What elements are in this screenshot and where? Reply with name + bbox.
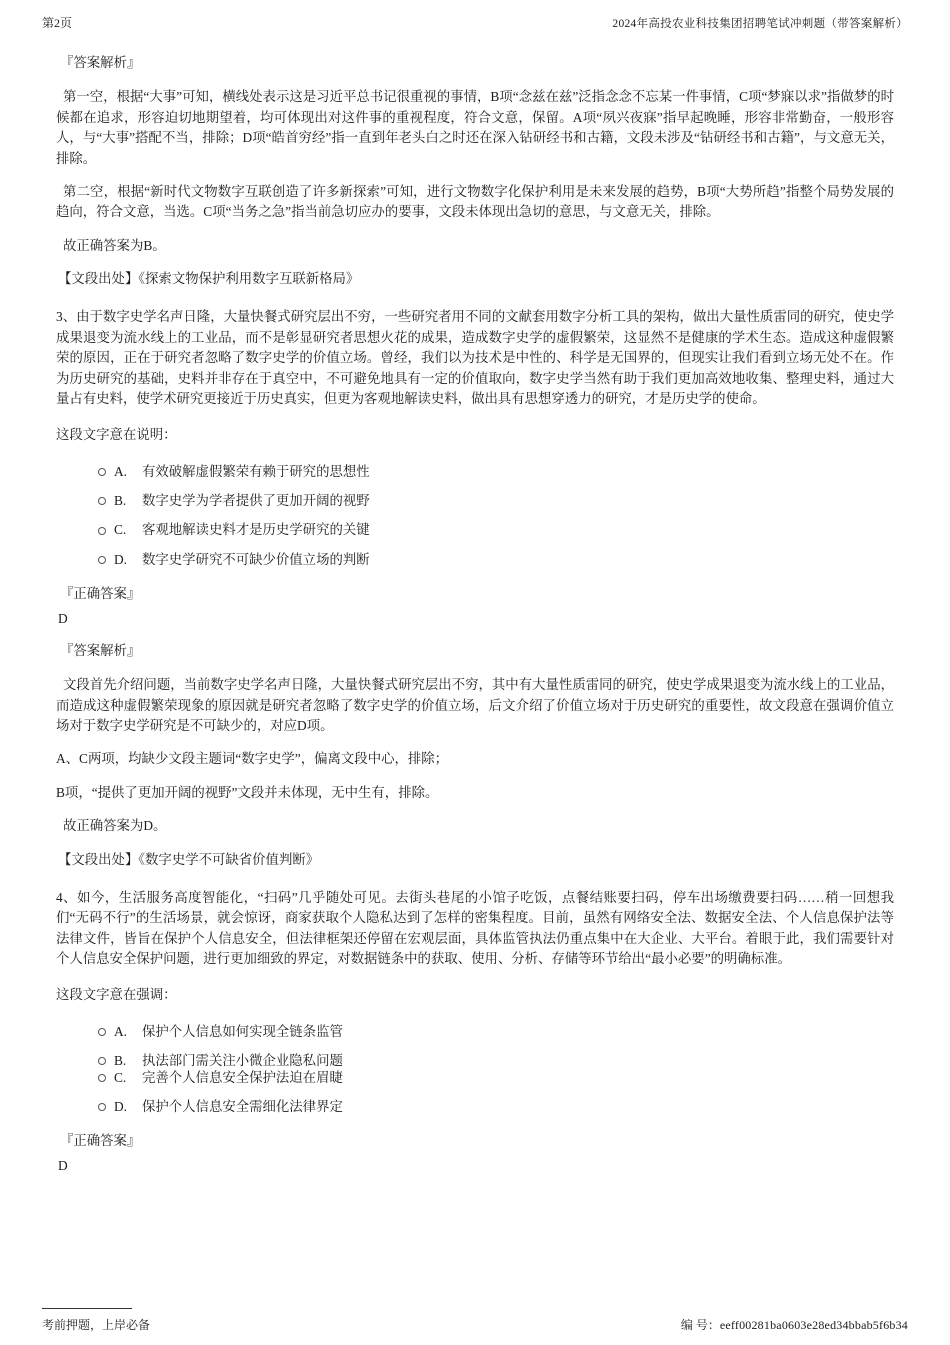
q3-option-a [98, 462, 894, 482]
q4-prompt: 这段文字意在强调： [56, 987, 177, 1003]
q4-option-a [98, 1022, 894, 1042]
q4-options [98, 1022, 894, 1118]
option-text: 保护个人信息安全需细化法律界定 [142, 1098, 343, 1114]
footer-slogan: 考前押题，上岸必备 [42, 1318, 151, 1332]
q2-analysis-heading: 『答案解析』 [60, 55, 141, 70]
q4-answer: D [58, 1157, 68, 1173]
footer-serial [681, 1316, 908, 1333]
footer-serial-code: eeff00281ba0603e28ed34bbab5f6b34 [719, 1318, 908, 1332]
q2-conclusion: 故正确答案为B。 [63, 237, 166, 253]
q3-option-b [98, 491, 894, 511]
option-letter: D. [114, 551, 128, 567]
q3-source: 【文段出处】《数字史学不可缺省价值判断》 [58, 851, 320, 867]
q2-source: 【文段出处】《探索文物保护利用数字互联新格局》 [58, 271, 360, 286]
radio-icon[interactable] [98, 1057, 106, 1065]
option-text: 客观地解读史料才是历史学研究的关键 [142, 522, 370, 538]
footer-serial-label: 编 号： [680, 1318, 720, 1332]
radio-icon[interactable] [98, 1028, 106, 1036]
q4-answer-label: 『正确答案』 [60, 1133, 141, 1149]
option-letter: D. [114, 1098, 128, 1114]
radio-icon[interactable] [98, 527, 106, 535]
q3-answer-label: 『正确答案』 [60, 586, 141, 602]
option-letter: B. [114, 493, 127, 508]
page-footer [0, 1308, 950, 1345]
option-text: 执法部门需关注小微企业隐私问题 [142, 1053, 343, 1069]
option-letter: B. [114, 1053, 127, 1069]
option-letter: C. [114, 522, 127, 538]
q4-option-d [98, 1097, 894, 1117]
q3-point-ac: A、C两项，均缺少文段主题词“数字史学”，偏离文段中心，排除； [56, 751, 449, 767]
option-text: 有效破解虚假繁荣有赖于研究的思想性 [142, 463, 370, 479]
q2-analysis-para-2: 第二空，根据“新时代文物数字互联创造了许多新探索”可知，进行文物数字化保护利用是未来发展的趋势，B项“大势所趋”指整个局势发展的趋向，符合文意，当选。C项“当务之急”指当前急切应办的要事，文段未体现出急切的意思，与文意无关，排除。 [56, 183, 894, 220]
q4-passage: 4、如今，生活服务高度智能化，“扫码”几乎随处可见。去街头巷尾的小馆子吃饭，点餐结账要扫码，停车出场缴费要扫码……稍一回想我们“无码不行”的生活场景，就会惊讶，商家获取个人隐私达到了怎样的密集程度。目前，虽然有网络安全法、数据安全法、个人信息保护法等法律文件，皆旨在保护个人信息安全，但法律框架还停留在宏观层面，具体监管执法仍重点集中在大企业、大平台。着眼于此，我们需要针对个人信息安全保护问题，进行更加细致的界定，对数据链条中的获取、使用、分析、存储等环节给出“最小必要”的明确标准。 [56, 889, 894, 966]
q3-option-c [98, 520, 894, 540]
option-text: 保护个人信息如何实现全链条监管 [142, 1023, 343, 1039]
page-number: 第2页 [42, 16, 73, 30]
radio-icon[interactable] [98, 468, 106, 476]
option-text: 完善个人信息安全保护法迫在眉睫 [142, 1069, 343, 1085]
q3-conclusion: 故正确答案为D。 [63, 818, 167, 834]
option-letter: C. [114, 1069, 127, 1085]
document-body [0, 37, 950, 1308]
q3-analysis-heading: 『答案解析』 [60, 642, 141, 658]
q3-prompt: 这段文字意在说明： [56, 427, 177, 443]
q4-option-c [98, 1068, 894, 1088]
q2-analysis-para-1: 第一空，根据“大事”可知，横线处表示这是习近平总书记很重视的事情，B项“念兹在兹”泛指念念不忘某一件事情，C项“梦寐以求”指做梦的时候都在追求，形容迫切地期望着，均可体现出对这件事的重视程度，符合文意，保留。A项“夙兴夜寐”指早起晚睡，形容非常勤奋，一般形容人，与“大事”搭配不当，排除；D项“皓首穷经”指一直到年老头白之时还在深入钻研经书和古籍，文段未涉及“钻研经书和古籍”，与文意无关，排除。 [56, 89, 894, 166]
q3-analysis: 文段首先介绍问题，当前数字史学名声日隆，大量快餐式研究层出不穷，其中有大量性质雷同的研究，使史学成果退变为流水线上的工业品，而造成这种虚假繁荣现象的原因就是研究者忽略了数字史学的价值立场，后文介绍了价值立场对于历史研究的重要性，故文段意在强调价值立场对于数字史学研究是不可缺少的，对应D项。 [56, 677, 894, 733]
option-letter: A. [114, 463, 128, 479]
q3-answer: D [58, 610, 68, 626]
radio-icon[interactable] [98, 497, 106, 505]
page-header [0, 0, 950, 37]
radio-icon[interactable] [98, 1103, 106, 1111]
radio-icon[interactable] [98, 1074, 106, 1082]
q3-options [98, 462, 894, 571]
q3-passage: 3、由于数字史学名声日隆，大量快餐式研究层出不穷，一些研究者用不同的文献套用数字分析工具的架构，做出大量性质雷同的研究，使史学成果退变为流水线上的工业品，而不是彰显研究者思想火花的成果，造成数字史学的虚假繁荣，这显然不是健康的学术生态。造成这种虚假繁荣的原因，正在于研究者忽略了数字史学的价值立场。曾经，我们以为技术是中性的、科学是无国界的，但现实让我们看到立场无处不在。作为历史研究的基础，史料并非存在于真空中，不可避免地具有一定的价值取向，数字史学当然有助于我们更加高效地收集、整理史料，通过大量占有史料，使学术研究更接近于历史真实，但更为客观地解读史料，做出具有思想穿透力的研究，才是历史学的使命。 [56, 309, 894, 406]
q3-point-b: B项，“提供了更加开阔的视野”文段并未体现，无中生有，排除。 [56, 784, 439, 800]
option-letter: A. [114, 1023, 128, 1039]
option-text: 数字史学为学者提供了更加开阔的视野 [142, 493, 370, 508]
document-title: 2024年高投农业科技集团招聘笔试冲刺题（带答案解析） [612, 18, 908, 30]
footer-divider [42, 1308, 132, 1309]
q3-option-d [98, 550, 894, 570]
radio-icon[interactable] [98, 556, 106, 564]
option-text: 数字史学研究不可缺少价值立场的判断 [142, 551, 370, 567]
